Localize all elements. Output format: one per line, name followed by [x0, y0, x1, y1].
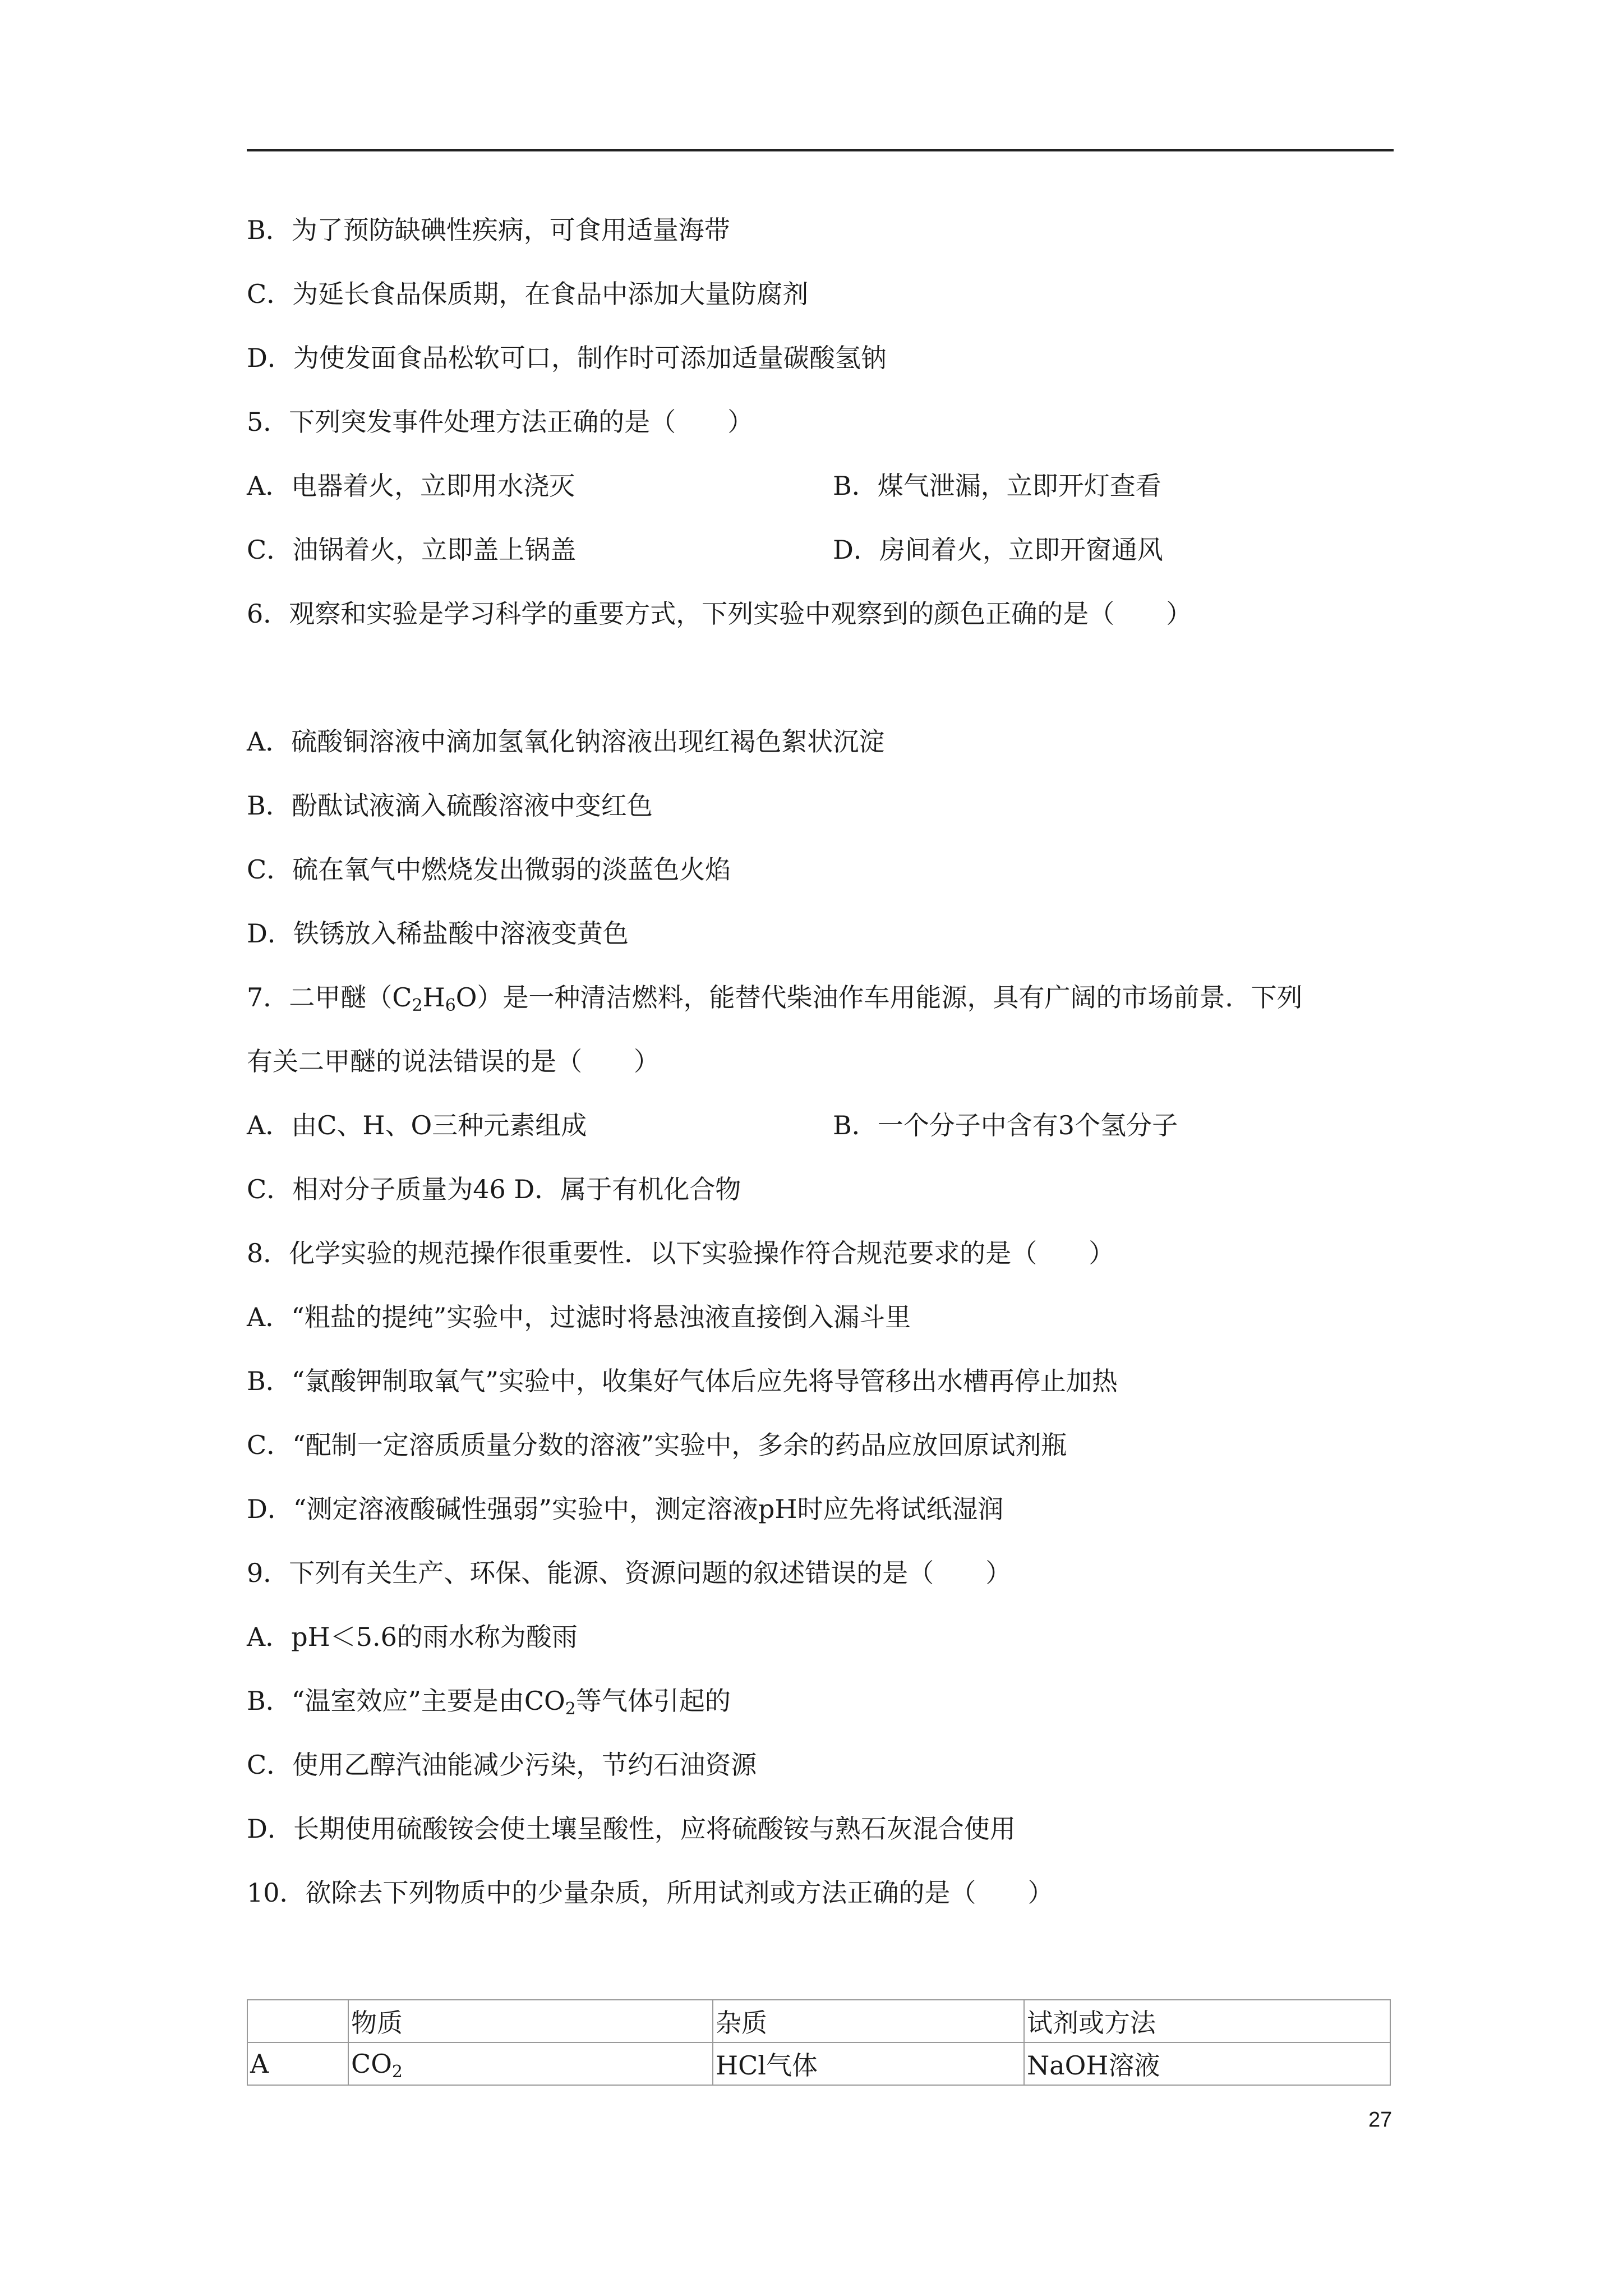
question-7-stem: 7．二甲醚$(C_2H_6O)$是一种清洁燃料，能替代柴油作车用能源，具有广阔的市场前景．下列	[247, 982, 1303, 1015]
question-10-stem: 10．欲除去下列物质中的少量杂质，所用试剂或方法正确的是（ ）	[247, 1878, 1054, 1908]
table-header-cell: 试剂或方法	[1024, 2000, 1390, 2042]
question-10-table	[247, 1999, 1391, 2086]
prev-question-option-b: B．为了预防缺碘性疾病，可食用适量海带	[247, 215, 730, 245]
table-header-row	[247, 2000, 1390, 2042]
question-6-option-b: B．酚酞试液滴入硫酸溶液中变红色	[247, 790, 653, 821]
question-9-option-c: C．使用乙醇汽油能减少污染，节约石油资源	[247, 1750, 757, 1780]
question-8-option-a: A．“粗盐的提纯”实验中，过滤时将悬浊液直接倒入漏斗里	[247, 1302, 911, 1332]
table-cell-substance: $CO_2$	[348, 2042, 713, 2085]
question-5-stem: 5．下列突发事件处理方法正确的是（ ）	[247, 407, 754, 437]
question-9-stem: 9．下列有关生产、环保、能源、资源问题的叙述错误的是（ ）	[247, 1558, 1012, 1588]
question-8-option-b: B．“氯酸钾制取氧气”实验中，收集好气体后应先将导管移出水槽再停止加热	[247, 1366, 1118, 1396]
question-7-option-cd: C．相对分子质量为46 D．属于有机化合物	[247, 1174, 741, 1204]
question-6-option-d: D．铁锈放入稀盐酸中溶液变黄色	[247, 918, 629, 949]
question-8-stem: 8．化学实验的规范操作很重要性．以下实验操作符合规范要求的是（ ）	[247, 1238, 1115, 1268]
question-9-option-d: D．长期使用硫酸铵会使土壤呈酸性，应将硫酸铵与熟石灰混合使用	[247, 1814, 1016, 1844]
table-header-cell	[247, 2000, 348, 2042]
table-header-cell: 杂质	[713, 2000, 1024, 2042]
question-7-stem-line2: 有关二甲醚的说法错误的是（ ）	[247, 1046, 660, 1076]
page-number: 27	[1368, 2108, 1393, 2132]
table-header-cell: 物质	[348, 2000, 713, 2042]
table-cell-method: NaOH溶液	[1024, 2042, 1390, 2085]
question-9-option-b: B．“温室效应”主要是由$CO_2$等气体引起的	[247, 1686, 731, 1719]
header-rule	[247, 149, 1394, 151]
question-5-option-c: C．油锅着火，立即盖上锅盖	[247, 535, 577, 565]
prev-question-option-c: C．为延长食品保质期，在食品中添加大量防腐剂	[247, 279, 809, 309]
prev-question-option-d: D．为使发面食品松软可口，制作时可添加适量碳酸氢钠	[247, 343, 887, 373]
table-row	[247, 2042, 1390, 2085]
question-5-option-a: A．电器着火，立即用水浇灭	[247, 471, 575, 501]
question-6-option-a: A．硫酸铜溶液中滴加氢氧化钠溶液出现红褐色絮状沉淀	[247, 726, 885, 757]
question-5-option-b: B．煤气泄漏，立即开灯查看	[833, 471, 1161, 501]
question-9-option-a: A．pH＜5.6的雨水称为酸雨	[247, 1622, 578, 1652]
question-5-option-d: D．房间着火，立即开窗通风	[833, 535, 1163, 565]
question-6-option-c: C．硫在氧气中燃烧发出微弱的淡蓝色火焰	[247, 854, 731, 885]
question-7-option-a: A．由C、H、O三种元素组成	[247, 1110, 587, 1140]
table-cell-impurity: HCl气体	[713, 2042, 1024, 2085]
question-8-option-d: D．“测定溶液酸碱性强弱”实验中，测定溶液pH时应先将试纸湿润	[247, 1494, 1004, 1524]
question-8-option-c: C．“配制一定溶质质量分数的溶液”实验中，多余的药品应放回原试剂瓶	[247, 1430, 1067, 1460]
question-7-option-b: B．一个分子中含有3个氢分子	[833, 1110, 1178, 1140]
question-6-stem: 6．观察和实验是学习科学的重要方式，下列实验中观察到的颜色正确的是（ ）	[247, 599, 1192, 629]
table-cell-label: A	[247, 2042, 348, 2085]
